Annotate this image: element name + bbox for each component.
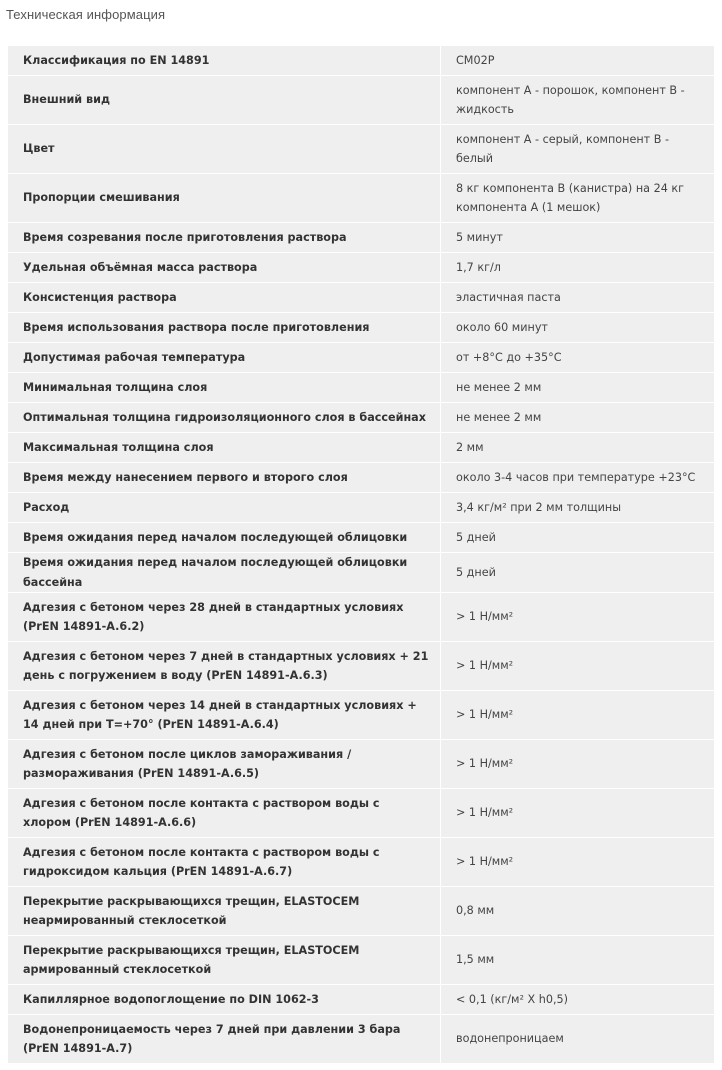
spec-value: эластичная паста: [441, 283, 715, 313]
spec-table: [7, 45, 715, 1064]
table-row: [8, 253, 715, 283]
spec-key: Время ожидания перед началом последующей облицовки бассейна: [8, 553, 441, 593]
spec-key: Адгезия с бетоном после контакта с раствором воды с хлором (PrEN 14891-A.6.6): [8, 789, 441, 838]
spec-key: Перекрытие раскрывающихся трещин, ELASTOCEM неармированный стеклосеткой: [8, 887, 441, 936]
spec-key: Оптимальная толщина гидроизоляционного слоя в бассейнах: [8, 403, 441, 433]
table-row: [8, 740, 715, 789]
spec-value: 1,5 мм: [441, 936, 715, 985]
spec-key: Перекрытие раскрывающихся трещин, ELASTOCEM армированный стеклосеткой: [8, 936, 441, 985]
spec-value: 8 кг компонента В (канистра) на 24 кг компонента А (1 мешок): [441, 174, 715, 223]
spec-key: Время созревания после приготовления раствора: [8, 223, 441, 253]
table-row: [8, 373, 715, 403]
spec-value: > 1 Н/мм²: [441, 691, 715, 740]
table-row: [8, 76, 715, 125]
table-row: [8, 1015, 715, 1064]
table-row: [8, 223, 715, 253]
spec-value: не менее 2 мм: [441, 403, 715, 433]
table-row: [8, 493, 715, 523]
spec-key: Пропорции смешивания: [8, 174, 441, 223]
table-row: [8, 593, 715, 642]
table-row: [8, 691, 715, 740]
spec-value: компонент А - порошок, компонент В - жидкость: [441, 76, 715, 125]
table-row: [8, 174, 715, 223]
table-row: [8, 838, 715, 887]
spec-table-body: [8, 46, 715, 1064]
table-row: [8, 283, 715, 313]
table-row: [8, 403, 715, 433]
table-row: [8, 463, 715, 493]
table-row: [8, 343, 715, 373]
spec-key: Адгезия с бетоном после циклов замораживания /размораживания (PrEN 14891-A.6.5): [8, 740, 441, 789]
table-row: [8, 642, 715, 691]
spec-value: 5 минут: [441, 223, 715, 253]
table-row: [8, 433, 715, 463]
spec-key: Водонепроницаемость через 7 дней при давлении 3 бара (PrEN 14891-A.7): [8, 1015, 441, 1064]
spec-key: Адгезия с бетоном через 28 дней в стандартных условиях (PrEN 14891-A.6.2): [8, 593, 441, 642]
table-row: [8, 789, 715, 838]
section-title: Техническая информация: [6, 7, 166, 22]
spec-key: Удельная объёмная масса раствора: [8, 253, 441, 283]
spec-key: Капиллярное водопоглощение по DIN 1062-3: [8, 985, 441, 1015]
spec-key: Время использования раствора после приготовления: [8, 313, 441, 343]
spec-key: Время ожидания перед началом последующей облицовки: [8, 523, 441, 553]
spec-key: Адгезия с бетоном через 14 дней в стандартных условиях + 14 дней при T=+70° (PrEN 14891-A.6.4): [8, 691, 441, 740]
table-row: [8, 523, 715, 553]
spec-key: Время между нанесением первого и второго слоя: [8, 463, 441, 493]
spec-key: Максимальная толщина слоя: [8, 433, 441, 463]
spec-value: 2 мм: [441, 433, 715, 463]
spec-value: < 0,1 (кг/м² X h0,5): [441, 985, 715, 1015]
spec-value: > 1 Н/мм²: [441, 740, 715, 789]
spec-value: около 3-4 часов при температуре +23°С: [441, 463, 715, 493]
spec-value: > 1 Н/мм²: [441, 789, 715, 838]
spec-value: 3,4 кг/м² при 2 мм толщины: [441, 493, 715, 523]
spec-value: > 1 Н/мм²: [441, 642, 715, 691]
table-row: [8, 553, 715, 593]
table-row: [8, 46, 715, 76]
spec-key: Расход: [8, 493, 441, 523]
spec-value: 5 дней: [441, 553, 715, 593]
spec-value: 0,8 мм: [441, 887, 715, 936]
spec-value: CM02P: [441, 46, 715, 76]
spec-value: водонепроницаем: [441, 1015, 715, 1064]
spec-key: Внешний вид: [8, 76, 441, 125]
spec-key: Допустимая рабочая температура: [8, 343, 441, 373]
spec-value: 1,7 кг/л: [441, 253, 715, 283]
spec-value: компонент А - серый, компонент В - белый: [441, 125, 715, 174]
spec-key: Консистенция раствора: [8, 283, 441, 313]
spec-key: Адгезия с бетоном через 7 дней в стандартных условиях + 21 день с погружением в воду (PrEN 14891-A.6.3): [8, 642, 441, 691]
spec-key: Цвет: [8, 125, 441, 174]
table-row: [8, 887, 715, 936]
table-row: [8, 936, 715, 985]
spec-value: > 1 Н/мм²: [441, 593, 715, 642]
spec-key: Классификация по EN 14891: [8, 46, 441, 76]
spec-key: Минимальная толщина слоя: [8, 373, 441, 403]
spec-value: 5 дней: [441, 523, 715, 553]
table-row: [8, 985, 715, 1015]
spec-value: > 1 Н/мм²: [441, 838, 715, 887]
spec-value: от +8°С до +35°С: [441, 343, 715, 373]
spec-value: около 60 минут: [441, 313, 715, 343]
spec-key: Адгезия с бетоном после контакта с раствором воды с гидроксидом кальция (PrEN 14891-A.6.7): [8, 838, 441, 887]
table-row: [8, 313, 715, 343]
spec-value: не менее 2 мм: [441, 373, 715, 403]
table-row: [8, 125, 715, 174]
